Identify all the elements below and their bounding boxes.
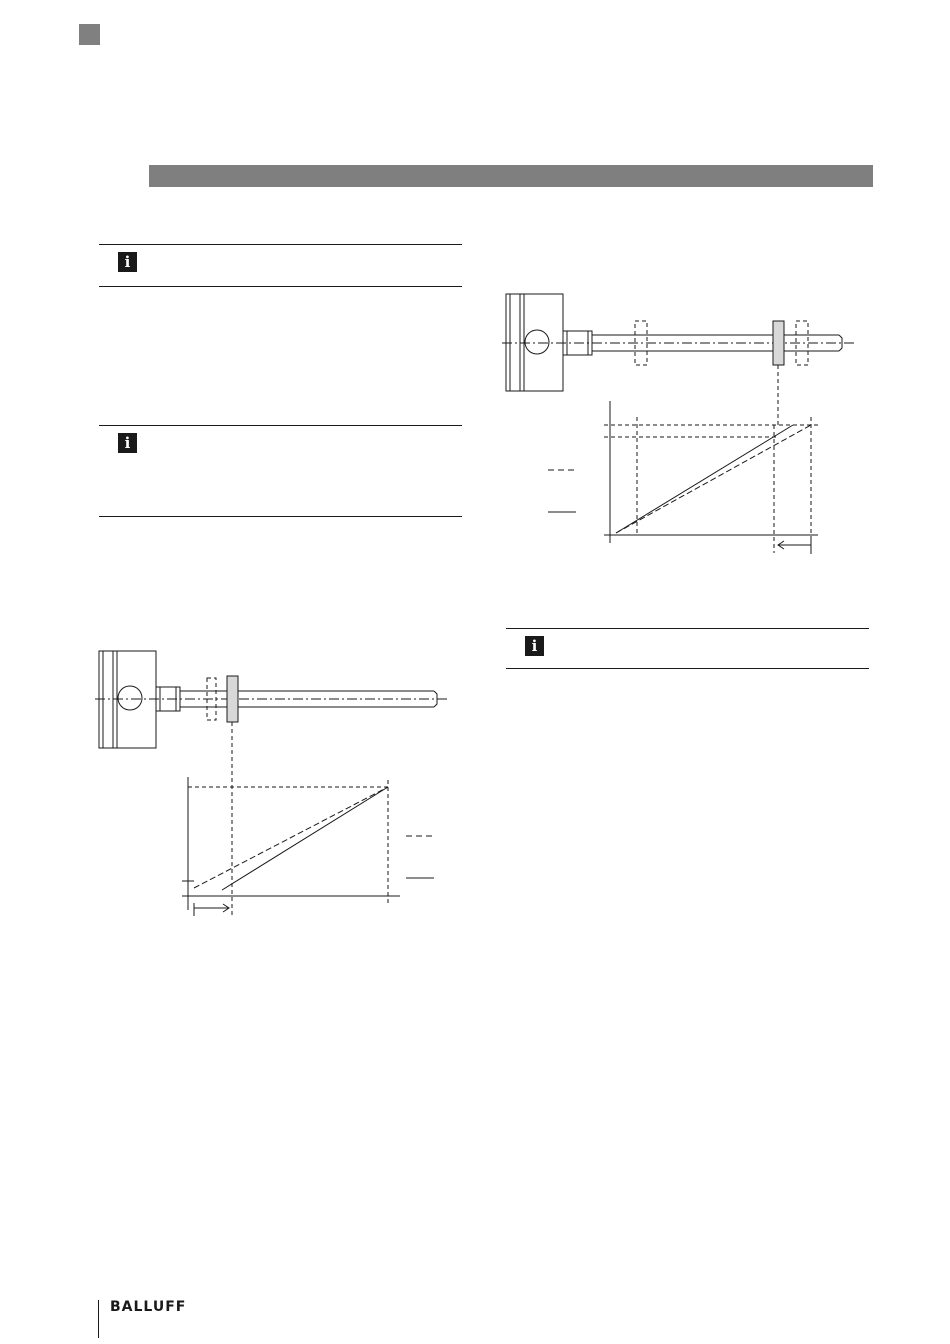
position-magnet bbox=[773, 321, 784, 365]
note-rule-bottom bbox=[506, 668, 869, 669]
position-magnet bbox=[227, 676, 238, 722]
note-rule-bottom bbox=[99, 286, 462, 287]
chapter-marker bbox=[79, 24, 100, 45]
sensor-rod bbox=[180, 691, 437, 707]
note-rule-bottom bbox=[99, 516, 462, 517]
note-rule-top bbox=[99, 244, 462, 245]
balluff-logo: BALLUFF bbox=[110, 1299, 187, 1315]
info-icon: i bbox=[118, 252, 137, 272]
note-rule-top bbox=[506, 628, 869, 629]
sensor-diagram-start-position bbox=[90, 640, 460, 930]
output-graph bbox=[182, 777, 434, 916]
info-icon: i bbox=[525, 636, 544, 656]
section-heading-bar bbox=[149, 165, 873, 187]
note-rule-top bbox=[99, 425, 462, 426]
info-icon: i bbox=[118, 433, 137, 453]
footer-divider bbox=[98, 1300, 99, 1338]
sensor-diagram-end-position bbox=[500, 285, 870, 565]
